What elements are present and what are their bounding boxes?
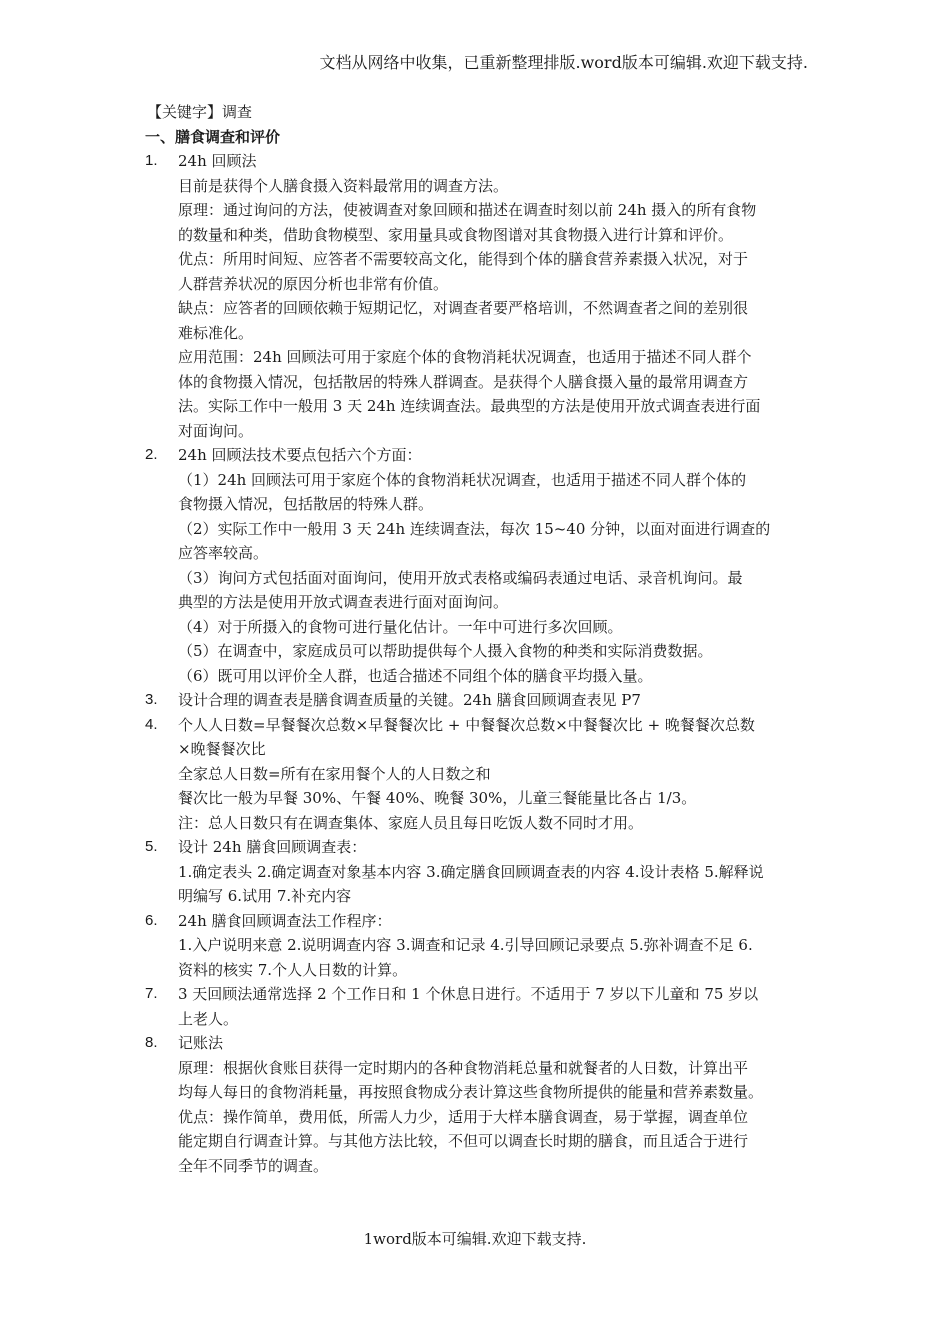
text-line: 明编写 6.试用 7.补充内容 (178, 887, 352, 905)
text-line: 资料的核实 7.个人人日数的计算。 (178, 960, 408, 979)
list-item (145, 909, 813, 983)
text-line: 注：总人日数只有在调查集体、家庭人员且每日吃饭人数不同时才用。 (178, 813, 644, 832)
text-line: 能定期自行调查计算。与其他方法比较，不但可以调查长时期的膳食，而且适合于进行 (178, 1132, 749, 1150)
text-line: 优点：所用时间短、应答者不需要较高文化，能得到个体的膳食营养素摄入状况，对于 (178, 250, 749, 268)
text-line: （3）询问方式包括面对面询问，使用开放式表格或编码表通过电话、录音机询问。最 (178, 568, 743, 587)
list-item (145, 982, 813, 1031)
text-line: （1）24h 回顾法可用于家庭个体的食物消耗状况调查，也适用于描述不同人群个体的 (178, 470, 747, 489)
list-item-number: 7. (145, 985, 158, 1002)
text-line: 优点：操作简单，费用低，所需人力少，适用于大样本膳食调查，易于掌握，调查单位 (178, 1107, 749, 1126)
list-item-number: 8. (145, 1034, 158, 1051)
list-item-number: 5. (145, 838, 158, 855)
list-item-number: 4. (145, 715, 158, 733)
text-line: 体的食物摄入情况，包括散居的特殊人群调查。是获得个人膳食摄入量的最常用调查方 (178, 372, 749, 391)
text-line: （6）既可用以评价全人群，也适合描述不同组个体的膳食平均摄入量。 (178, 666, 653, 685)
section-heading: 一、膳食调查和评价 (145, 127, 281, 146)
list-item (145, 149, 813, 443)
text-line: 记账法 (178, 1034, 224, 1052)
text-line: 个人人日数=早餐餐次总数×早餐餐次比 + 中餐餐次总数×中餐餐次比 + 晚餐餐次总数 (178, 715, 755, 734)
list-item (145, 443, 813, 688)
text-line: 难标准化。 (178, 323, 254, 342)
text-line: 缺点：应答者的回顾依赖于短期记忆，对调查者要严格培训，不然调查者之间的差别很 (178, 299, 749, 317)
text-line: 应答率较高。 (178, 544, 269, 562)
text-line: 目前是获得个人膳食摄入资料最常用的调查方法。 (178, 176, 509, 195)
text-line: 原理：通过询问的方法，使被调查对象回顾和描述在调查时刻以前 24h 摄入的所有食物 (178, 201, 757, 219)
text-line: 食物摄入情况，包括散居的特殊人群。 (178, 495, 434, 513)
text-line: 1.入户说明来意 2.说明调查内容 3.调查和记录 4.引导回顾记录要点 5.弥补调查不足 6. (178, 936, 753, 954)
text-line: 1.确定表头 2.确定调查对象基本内容 3.确定膳食回顾调查表的内容 4.设计表格 5.解释说 (178, 862, 764, 881)
text-line: 法。实际工作中一般用 3 天 24h 连续调查法。最典型的方法是使用开放式调查表进行面 (178, 397, 761, 415)
text-line: 24h 回顾法 (178, 152, 257, 170)
text-line: 3 天回顾法通常选择 2 个工作日和 1 个休息日进行。不适用于 7 岁以下儿童和 75 岁以 (178, 985, 759, 1003)
text-line: 应用范围：24h 回顾法可用于家庭个体的食物消耗状况调查，也适用于描述不同人群个 (178, 348, 752, 366)
text-line: （2）实际工作中一般用 3 天 24h 连续调查法，每次 15~40 分钟，以面对面进行调查的 (178, 519, 771, 538)
text-line: 设计合理的调查表是膳食调查质量的关键。24h 膳食回顾调查表见 P7 (178, 691, 641, 709)
text-line: 上老人。 (178, 1009, 239, 1028)
text-line: 人群营养状况的原因分析也非常有价值。 (178, 274, 449, 293)
numbered-list (145, 149, 813, 1178)
page-footer: 1word版本可编辑.欢迎下载支持. (363, 1230, 587, 1248)
text-line: 24h 回顾法技术要点包括六个方面： (178, 446, 422, 464)
list-item-number: 2. (145, 446, 158, 463)
list-item-number: 3. (145, 691, 158, 708)
text-line: 的数量和种类，借助食物模型、家用量具或食物图谱对其食物摄入进行计算和评价。 (178, 225, 734, 244)
text-line: 对面询问。 (178, 421, 254, 440)
text-line: 全家总人日数=所有在家用餐个人的人日数之和 (178, 764, 491, 783)
text-line: 全年不同季节的调查。 (178, 1156, 329, 1175)
text-line: （4）对于所摄入的食物可进行量化估计。一年中可进行多次回顾。 (178, 617, 623, 636)
text-line: 均每人每日的食物消耗量，再按照食物成分表计算这些食物所提供的能量和营养素数量。 (178, 1083, 764, 1101)
text-line: 典型的方法是使用开放式调查表进行面对面询问。 (178, 593, 509, 611)
document-body (145, 100, 813, 1178)
text-line: 设计 24h 膳食回顾调查表： (178, 838, 367, 856)
text-line: 餐次比一般为早餐 30%、午餐 40%、晚餐 30%，儿童三餐能量比各占 1/3。 (178, 789, 697, 807)
list-item (145, 835, 813, 909)
list-item (145, 713, 813, 836)
text-line: （5）在调查中，家庭成员可以帮助提供每个人摄入食物的种类和实际消费数据。 (178, 642, 713, 660)
list-item (145, 688, 813, 713)
list-item-number: 1. (145, 152, 158, 169)
text-line: 24h 膳食回顾调查法工作程序： (178, 911, 392, 930)
list-item (145, 1031, 813, 1178)
list-item-number: 6. (145, 911, 158, 929)
page-header: 文档从网络中收集，已重新整理排版.word版本可编辑.欢迎下载支持. (319, 53, 808, 72)
keyword-line: 【关键字】调查 (147, 103, 253, 121)
text-line: 原理：根据伙食账目获得一定时期内的各种食物消耗总量和就餐者的人日数，计算出平 (178, 1058, 749, 1077)
text-line: ×晚餐餐次比 (178, 740, 266, 758)
